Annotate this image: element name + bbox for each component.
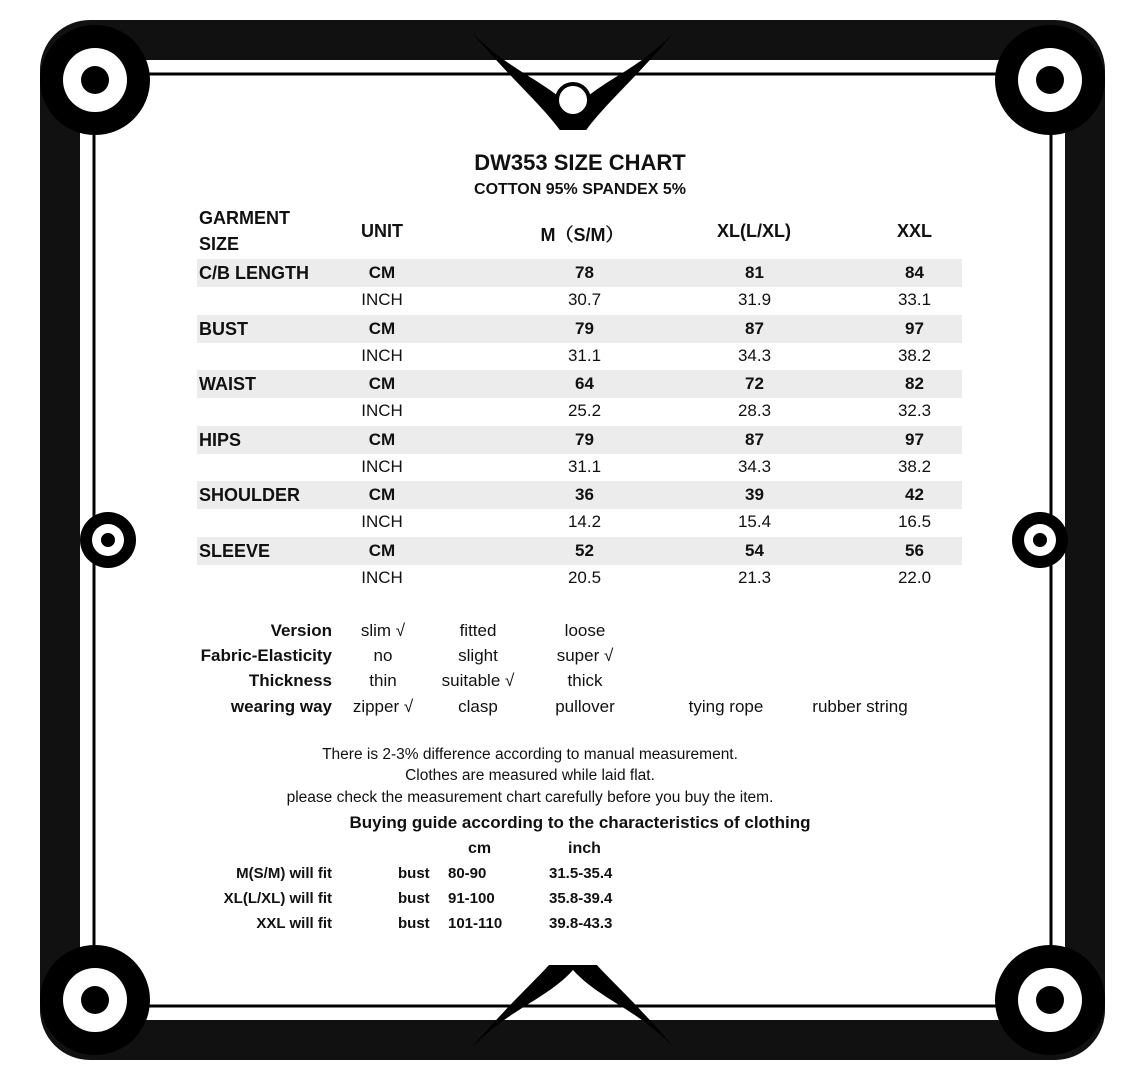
chart-title: DW353 SIZE CHART [474, 150, 686, 175]
table-row-inch [197, 397, 962, 425]
unit-inch: INCH [361, 401, 403, 420]
unit-inch: INCH [361, 457, 403, 476]
guide-inch-range: 39.8-43.3 [549, 915, 613, 932]
guide-cm-range: 101-110 [448, 915, 503, 932]
value-xl-inch: 31.9 [737, 290, 772, 309]
value-xl-cm: 72 [745, 374, 764, 393]
value-m-inch: 20.5 [567, 568, 602, 587]
value-m-cm: 64 [575, 374, 594, 393]
attribute-option: tying rope [688, 697, 764, 716]
value-m-inch: 30.7 [567, 290, 602, 309]
value-xl-cm: 87 [745, 430, 764, 449]
value-xl-cm: 87 [745, 319, 764, 338]
value-xxl-inch: 38.2 [897, 346, 932, 365]
unit-cm: CM [368, 541, 396, 560]
attribute-option: pullover [555, 697, 615, 716]
guide-part: bust [398, 865, 430, 882]
table-row-cm [197, 426, 962, 454]
value-xxl-cm: 42 [905, 485, 924, 504]
value-xl-inch: 34.3 [737, 457, 772, 476]
value-xxl-inch: 16.5 [897, 512, 932, 531]
table-row-inch [197, 453, 962, 481]
header-size-xxl: XXL [896, 221, 932, 241]
table-row-inch [197, 564, 962, 592]
guide-size: XXL will fit [256, 915, 332, 932]
table-row-inch [197, 286, 962, 314]
attribute-option: slim √ [360, 621, 406, 640]
unit-cm: CM [368, 319, 396, 338]
value-m-inch: 14.2 [567, 512, 602, 531]
guide-part: bust [398, 915, 430, 932]
header-size-m: M（S/M） [540, 225, 624, 245]
value-m-inch: 31.1 [567, 346, 602, 365]
attribute-option: slight [458, 646, 498, 665]
table-row-inch [197, 342, 962, 370]
guide-inch-range: 35.8-39.4 [549, 890, 613, 907]
table-row-cm [197, 370, 962, 398]
attribute-label: Version [270, 621, 332, 640]
unit-inch: INCH [361, 568, 403, 587]
attribute-option: rubber string [812, 697, 908, 716]
unit-cm: CM [368, 485, 396, 504]
attribute-label: Thickness [248, 671, 332, 690]
value-xl-inch: 15.4 [737, 512, 772, 531]
unit-cm: CM [368, 430, 396, 449]
value-m-cm: 52 [575, 541, 594, 560]
header-garment: GARMENT [199, 208, 290, 228]
attribute-option: thin [369, 671, 397, 690]
table-row-cm [197, 481, 962, 509]
unit-cm: CM [368, 263, 396, 282]
note-line-1: There is 2-3% difference according to manual measurement. [322, 746, 738, 763]
header-size: SIZE [199, 234, 240, 254]
attribute-label: Fabric-Elasticity [200, 646, 332, 665]
table-row-cm [197, 315, 962, 343]
guide-col-cm: cm [468, 840, 492, 857]
table-row-cm [197, 537, 962, 565]
attribute-option: loose [564, 621, 606, 640]
unit-inch: INCH [361, 346, 403, 365]
value-m-cm: 79 [575, 319, 594, 338]
measure-name: WAIST [199, 374, 256, 394]
guide-size: XL(L/XL) will fit [223, 890, 332, 907]
guide-inch-range: 31.5-35.4 [549, 865, 613, 882]
value-xxl-cm: 97 [905, 430, 924, 449]
value-m-inch: 31.1 [567, 457, 602, 476]
attribute-option: clasp [458, 697, 498, 716]
value-m-cm: 78 [575, 263, 594, 282]
value-m-cm: 36 [575, 485, 594, 504]
attribute-option: fitted [459, 621, 497, 640]
attribute-option: thick [567, 671, 603, 690]
value-xl-cm: 81 [745, 263, 764, 282]
value-xl-inch: 21.3 [737, 568, 772, 587]
guide-col-inch: inch [568, 840, 601, 857]
value-xxl-cm: 82 [905, 374, 924, 393]
measure-name: SHOULDER [199, 485, 301, 505]
value-xxl-inch: 38.2 [897, 457, 932, 476]
guide-cm-range: 80-90 [448, 865, 487, 882]
attribute-option: no [373, 646, 393, 665]
value-xxl-inch: 22.0 [897, 568, 932, 587]
guide-part: bust [398, 890, 430, 907]
guide-size: M(S/M) will fit [236, 865, 332, 882]
value-xl-inch: 28.3 [737, 401, 772, 420]
value-m-inch: 25.2 [567, 401, 602, 420]
measure-name: SLEEVE [199, 541, 271, 561]
measure-name: HIPS [199, 430, 242, 450]
attribute-option: suitable √ [441, 671, 515, 690]
guide-title: Buying guide according to the characteristics of clothing [349, 813, 811, 832]
value-xxl-cm: 56 [905, 541, 924, 560]
value-xxl-cm: 97 [905, 319, 924, 338]
value-xxl-cm: 84 [905, 263, 924, 282]
attribute-label: wearing way [230, 697, 332, 716]
attribute-option: super √ [556, 646, 614, 665]
attribute-option: zipper √ [352, 697, 414, 716]
value-xl-cm: 39 [745, 485, 764, 504]
value-xxl-inch: 32.3 [897, 401, 932, 420]
measure-name: C/B LENGTH [199, 263, 309, 283]
unit-cm: CM [368, 374, 396, 393]
value-xxl-inch: 33.1 [897, 290, 932, 309]
table-row-cm [197, 259, 962, 287]
guide-cm-range: 91-100 [448, 890, 495, 907]
unit-inch: INCH [361, 512, 403, 531]
measure-name: BUST [199, 319, 248, 339]
value-xl-inch: 34.3 [737, 346, 772, 365]
unit-inch: INCH [361, 290, 403, 309]
note-line-3: please check the measurement chart carefully before you buy the item. [286, 789, 774, 806]
header-unit: UNIT [361, 221, 403, 241]
value-m-cm: 79 [575, 430, 594, 449]
table-row-inch [197, 508, 962, 536]
value-xl-cm: 54 [745, 541, 764, 560]
header-size-xl: XL(L/XL) [717, 221, 791, 241]
note-line-2: Clothes are measured while laid flat. [405, 767, 655, 784]
chart-subtitle: COTTON 95% SPANDEX 5% [474, 181, 686, 198]
